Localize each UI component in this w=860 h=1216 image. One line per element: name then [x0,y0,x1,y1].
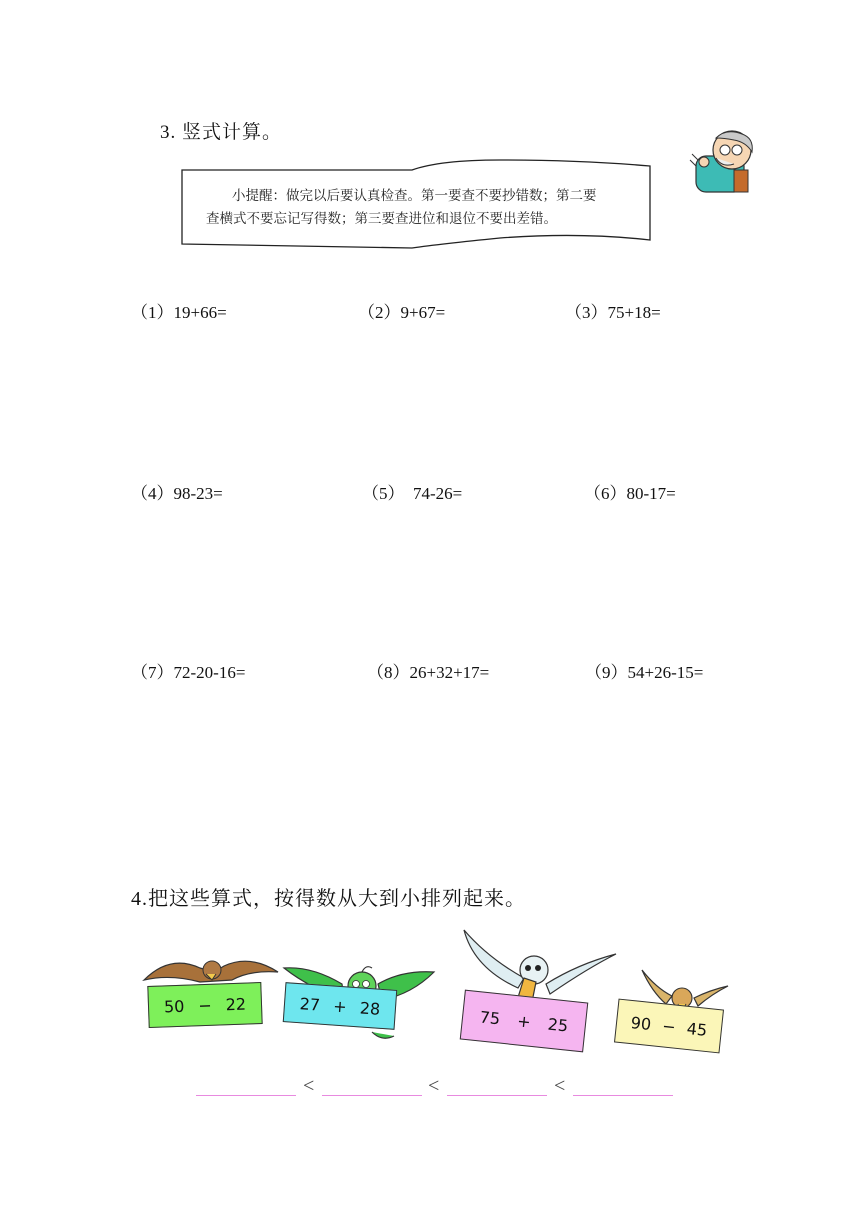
reminder-box [180,158,652,250]
reminder-line-2: 查横式不要忘记写得数；第三要查进位和退位不要出差错。 [206,211,557,226]
problem-9: （9）54+26-15= [585,663,704,682]
section-3-title: 3. 竖式计算。 [160,122,283,143]
problem-6: （6）80-17= [584,484,676,503]
sign-1-b: 22 [225,994,247,1014]
sign-2-a: 27 [299,993,321,1015]
reminder-text [206,184,636,230]
sign-4-a: 90 [629,1012,653,1034]
problem-8: （8）26+32+17= [367,663,490,682]
sign-2-op: + [332,996,348,1016]
section-4-title: 4.把这些算式，按得数从大到小排列起来。 [131,888,526,910]
less-than-symbol-3: < [554,1075,566,1097]
sign-3-a: 75 [478,1006,502,1028]
sign-1-op: − [197,995,213,1015]
answer-blank-4[interactable] [573,1095,673,1096]
answer-blank-2[interactable] [322,1095,422,1096]
sign-3-op: + [516,1010,532,1032]
answer-blank-3[interactable] [447,1095,547,1096]
teacher-illustration [682,126,772,196]
problem-3: （3）75+18= [565,303,661,322]
problem-7: （7）72-20-16= [131,663,246,682]
sign-3-b: 25 [546,1014,570,1036]
equation-sign-2 [283,982,398,1030]
equation-sign-1 [147,982,262,1028]
reminder-line-1: 小提醒：做完以后要认真检查。第一要查不要抄错数；第二要 [232,188,597,203]
sign-4-op: − [661,1015,677,1037]
sign-2-b: 28 [359,997,381,1019]
problem-5: （5） 74-26= [362,484,463,503]
problem-2: （2）9+67= [358,303,446,322]
problem-1: （1）19+66= [131,303,227,322]
answer-blank-1[interactable] [196,1095,296,1096]
less-than-symbol-1: < [303,1075,315,1097]
problem-4: （4）98-23= [131,484,223,503]
sign-1-a: 50 [163,996,185,1016]
sign-4-b: 45 [685,1018,709,1040]
less-than-symbol-2: < [428,1075,440,1097]
